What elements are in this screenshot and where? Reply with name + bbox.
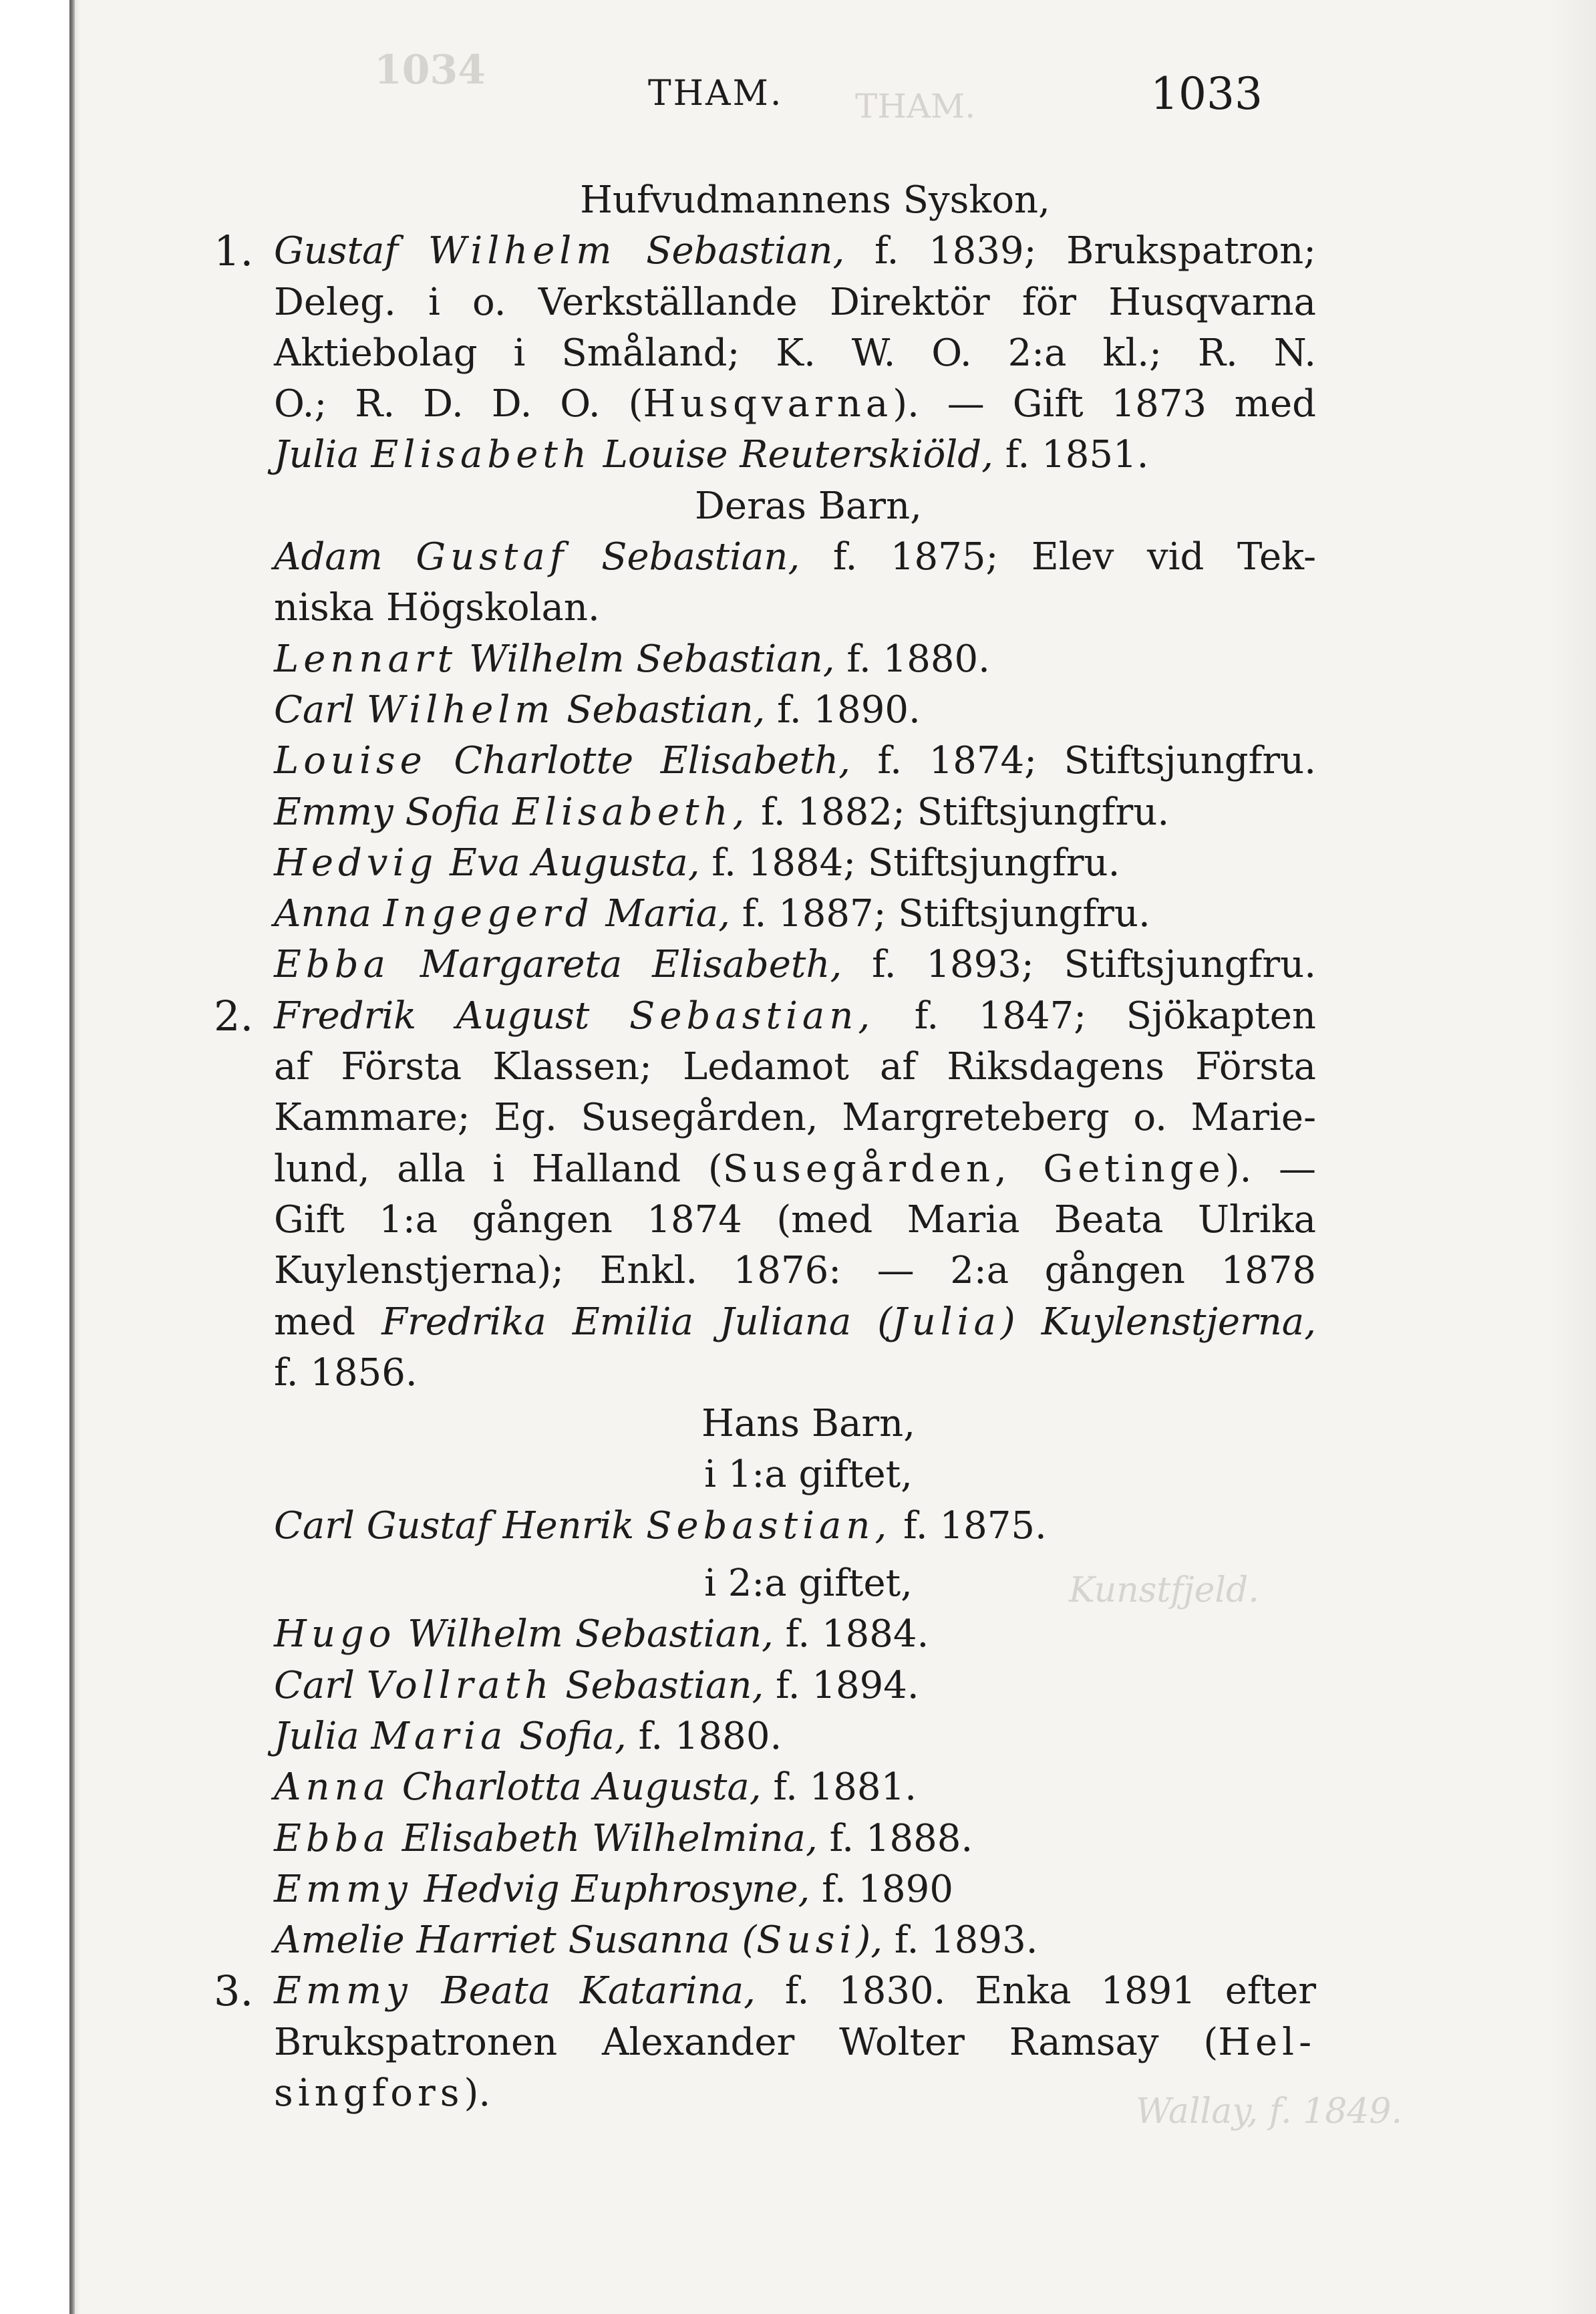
- entry-line: 3. Emmy Beata Katarina, f. 1830. Enka 1891 efter: [214, 1967, 1316, 2016]
- entry-line: af Första Klassen; Ledamot af Riksdagens Första: [274, 1045, 1316, 1089]
- entry-line: Gift 1:a gången 1874 (med Maria Beata Ulrika: [274, 1197, 1316, 1242]
- child-line: niska Högskolan.: [274, 586, 600, 630]
- entry-line: 2. Fredrik August Sebastian, f. 1847; Sjökapten: [214, 991, 1316, 1040]
- child-line: Emmy Hedvig Euphrosyne, f. 1890: [274, 1867, 953, 1911]
- entry-line: singfors).: [274, 2071, 491, 2115]
- child-line: Carl Vollrath Sebastian, f. 1894.: [274, 1663, 919, 1707]
- page-number: 1033: [1150, 68, 1263, 120]
- show-through-page-number: 1034: [374, 47, 486, 94]
- show-through-title: THAM.: [855, 87, 976, 126]
- entry-line: 1. Gustaf Wilhelm Sebastian, f. 1839; Brukspatron;: [214, 227, 1316, 276]
- entry-line: O.; R. D. D. O. (Husqvarna). — Gift 1873 med: [274, 382, 1316, 426]
- child-line: Emmy Sofia Elisabeth, f. 1882; Stiftsjungfru.: [274, 790, 1170, 834]
- child-line: Anna Ingegerd Maria, f. 1887; Stiftsjungfru.: [274, 892, 1150, 936]
- section-heading: Hufvudmannens Syskon,: [580, 178, 1050, 222]
- entry-line: f. 1856.: [274, 1350, 418, 1395]
- child-line: Louise Charlotte Elisabeth, f. 1874; Stiftsjungfru.: [274, 739, 1317, 783]
- entry-line: lund, alla i Halland (Susegården, Getinge). —: [274, 1147, 1317, 1191]
- child-line: Ebba Margareta Elisabeth, f. 1893; Stiftsjungfru.: [274, 943, 1316, 987]
- child-line: Carl Wilhelm Sebastian, f. 1890.: [274, 688, 921, 732]
- child-line: Amelie Harriet Susanna (Susi), f. 1893.: [274, 1918, 1038, 1963]
- child-line: Hugo Wilhelm Sebastian, f. 1884.: [274, 1612, 929, 1656]
- binding-shadow-line: [69, 0, 75, 2314]
- child-line: Anna Charlotta Augusta, f. 1881.: [274, 1765, 917, 1810]
- marriage-subheading: i 1:a giftet,: [704, 1453, 913, 1497]
- marriage-subheading: i 2:a giftet,: [704, 1562, 913, 1606]
- child-line: Ebba Elisabeth Wilhelmina, f. 1888.: [274, 1816, 973, 1860]
- children-heading: Deras Barn,: [695, 484, 922, 528]
- running-title: THAM.: [648, 74, 784, 114]
- entry-line: Julia Elisabeth Louise Reuterskiöld, f. 1851.: [274, 433, 1149, 477]
- entry-number: 1.: [214, 227, 254, 276]
- children-heading: Hans Barn,: [701, 1402, 915, 1446]
- entry-line: Kuylenstjerna); Enkl. 1876: — 2:a gången 1878: [274, 1249, 1316, 1293]
- entry-line: med Fredrika Emilia Juliana (Julia) Kuylenstjerna,: [274, 1300, 1316, 1344]
- entry-line: Kammare; Eg. Susegården, Margreteberg o. Marie-: [274, 1096, 1316, 1140]
- entry-line: Deleg. i o. Verkställande Direktör för Husqvarna: [274, 280, 1316, 324]
- child-line: Julia Maria Sofia, f. 1880.: [274, 1714, 782, 1758]
- entry-line: Brukspatronen Alexander Wolter Ramsay (Hel-: [274, 2020, 1316, 2064]
- entry-line: Aktiebolag i Småland; K. W. O. 2:a kl.; R. N.: [274, 331, 1316, 375]
- child-line: Carl Gustaf Henrik Sebastian, f. 1875.: [274, 1503, 1047, 1548]
- binding-edge: [0, 0, 80, 2314]
- child-line: Lennart Wilhelm Sebastian, f. 1880.: [274, 637, 990, 681]
- entry-number: 3.: [214, 1967, 254, 2016]
- body-text: [214, 175, 1317, 2119]
- show-through-fragment: Wallay, f. 1849.: [1136, 2091, 1403, 2132]
- child-line: Adam Gustaf Sebastian, f. 1875; Elev vid Tek-: [274, 535, 1316, 579]
- child-line: Hedvig Eva Augusta, f. 1884; Stiftsjungfru.: [274, 841, 1120, 885]
- show-through-fragment: Kunstfjeld.: [1069, 1570, 1259, 1610]
- entry-number: 2.: [214, 991, 254, 1040]
- page-edge-shadow: [1549, 0, 1596, 2314]
